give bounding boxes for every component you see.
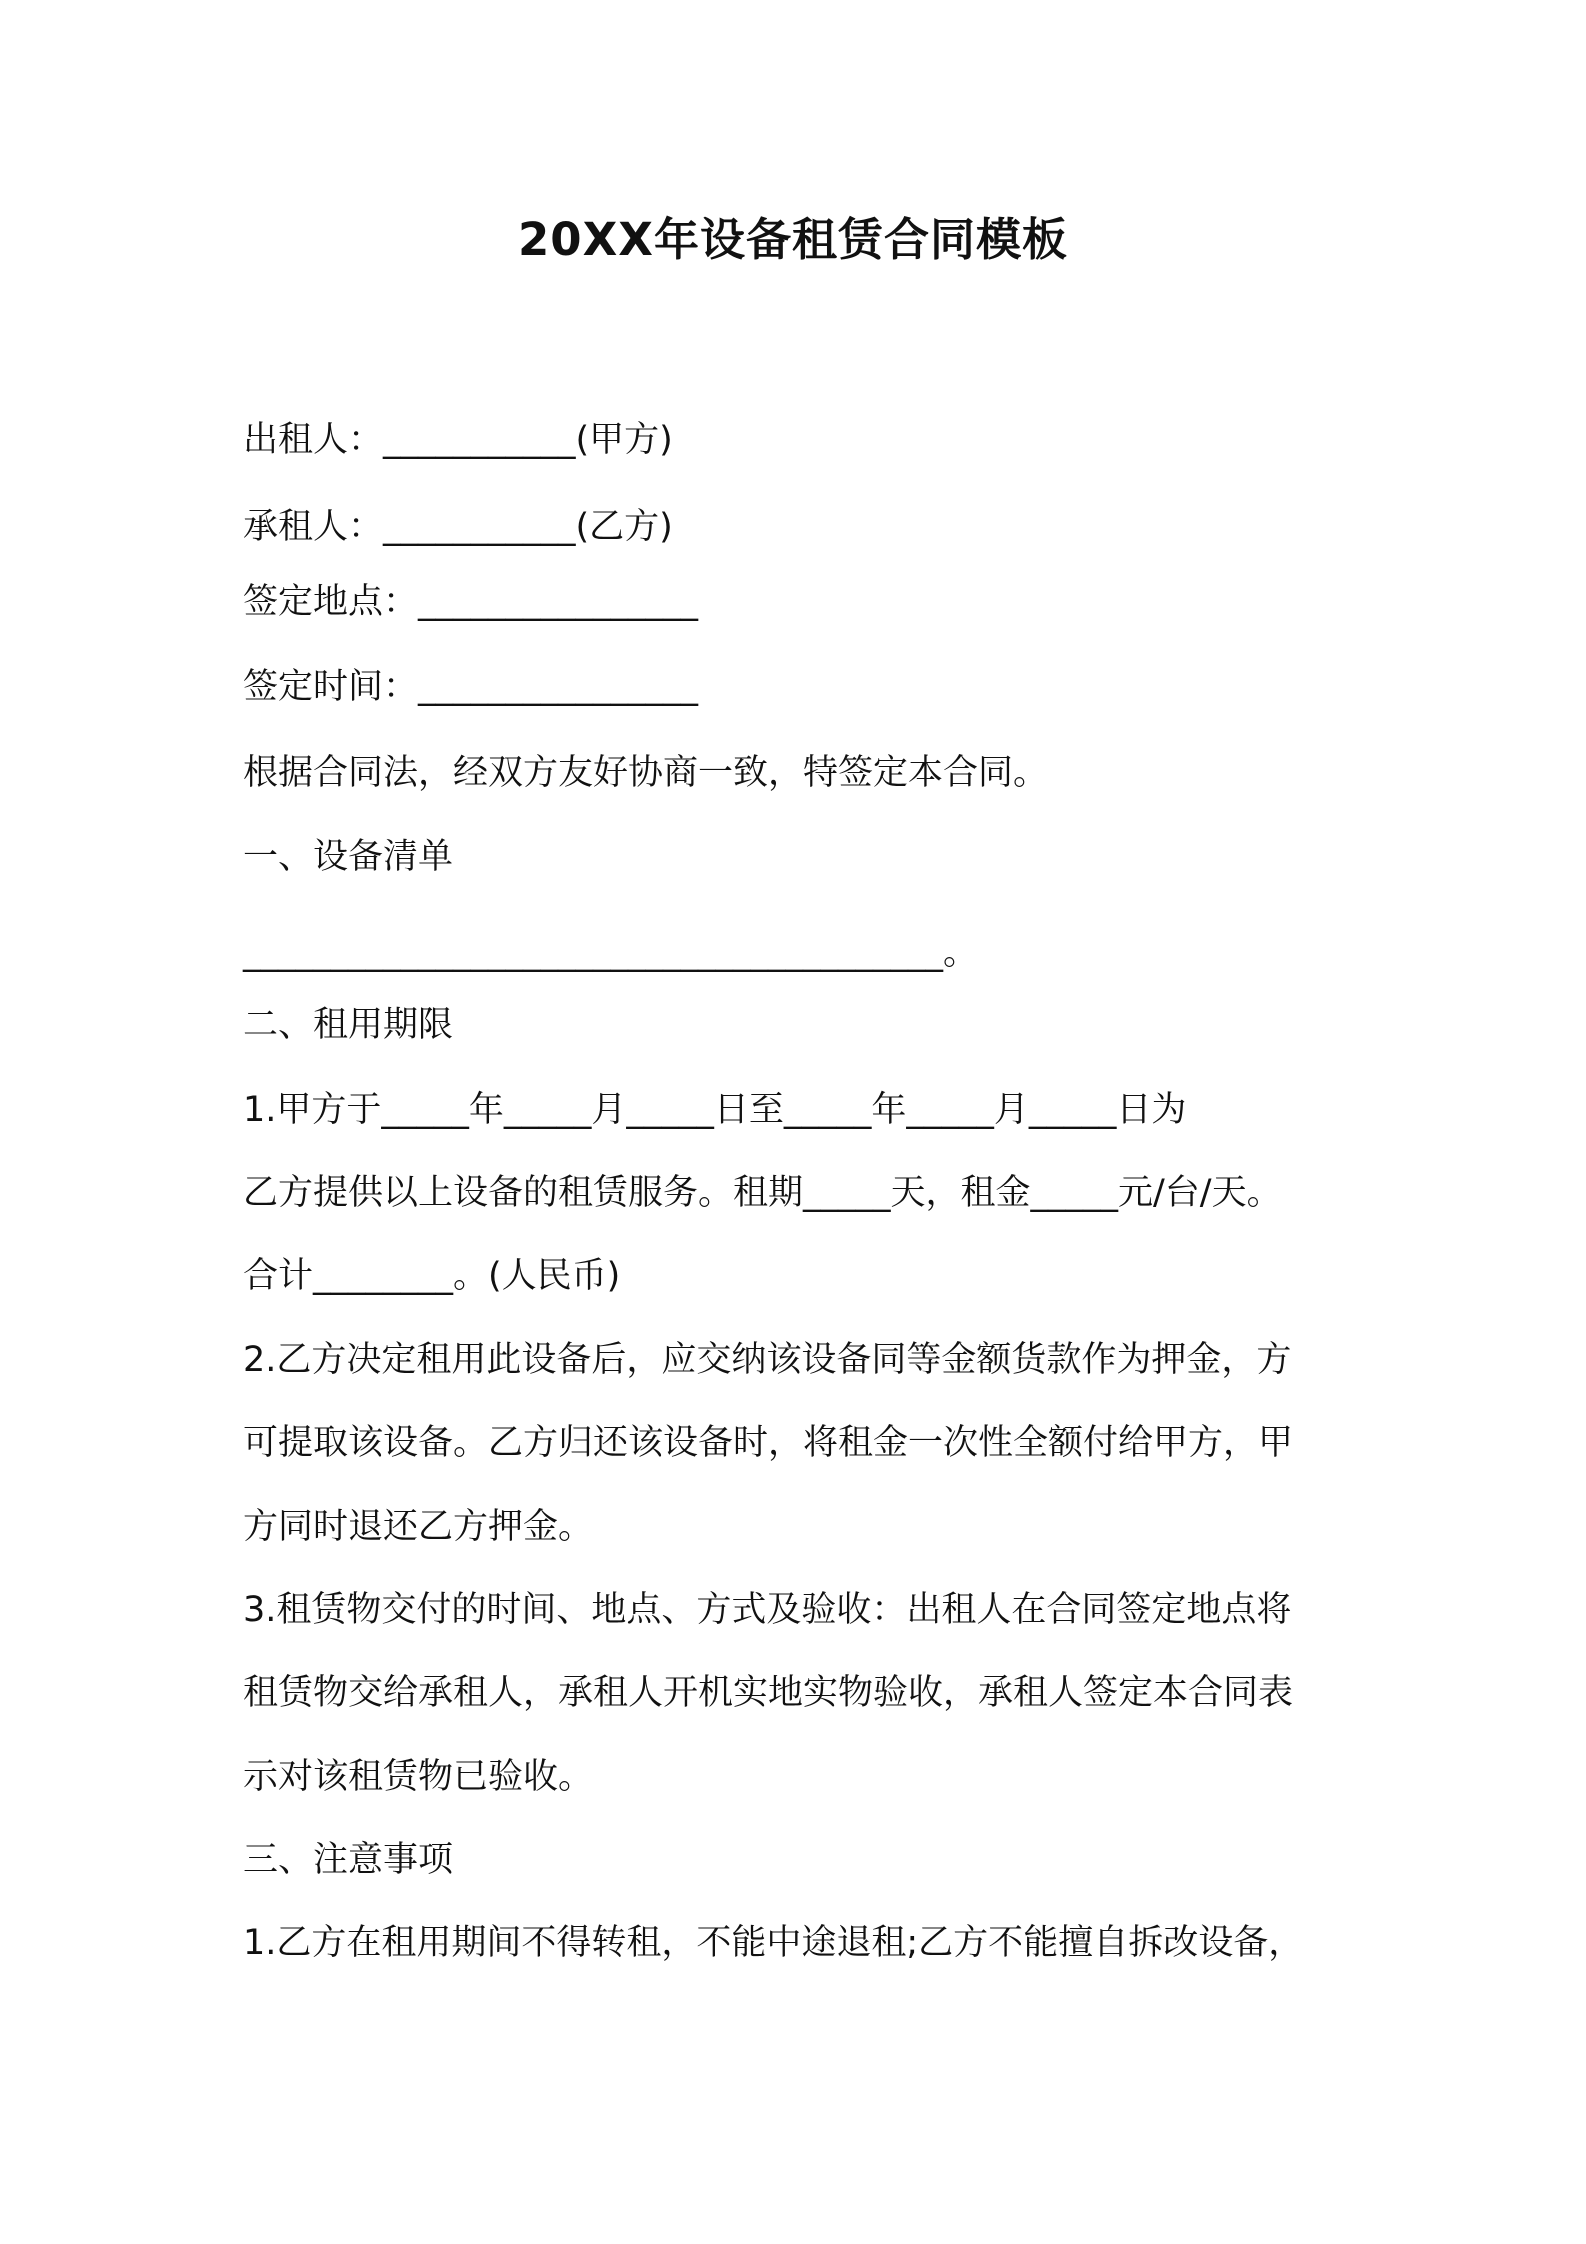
clause-2-3-line-1: 3.租赁物交付的时间、地点、方式及验收：出租人在合同签定地点将 [243, 1590, 1292, 1630]
clause-2-1-line-3: 合计________。(人民币) [243, 1256, 621, 1296]
section-heading-notes: 三、注意事项 [243, 1840, 454, 1880]
clause-2-2-line-2: 可提取该设备。乙方归还该设备时，将租金一次性全额付给甲方，甲 [243, 1423, 1294, 1463]
document-title: 20XX年设备租赁合同模板 [517, 213, 1068, 266]
signing-place-line: 签定地点：________________ [243, 582, 699, 622]
lessor-line: 出租人：___________(甲方) [243, 420, 673, 460]
clause-2-2-line-1: 2.乙方决定租用此设备后，应交纳该设备同等金额货款作为押金，方 [243, 1340, 1292, 1380]
clause-2-1-line-1: 1.甲方于_____年_____月_____日至_____年_____月_____日为 [243, 1090, 1187, 1130]
section-heading-equipment-list: 一、设备清单 [243, 837, 454, 877]
clause-2-1-line-2: 乙方提供以上设备的租赁服务。租期_____天，租金_____元/台/天。 [243, 1173, 1282, 1213]
preamble-paragraph: 根据合同法，经双方友好协商一致，特签定本合同。 [243, 753, 1049, 793]
clause-2-3-line-2: 租赁物交给承租人，承租人开机实地实物验收，承租人签定本合同表 [243, 1673, 1294, 1713]
equipment-list-blank: ________________________________________。 [243, 933, 979, 973]
clause-2-2-line-3: 方同时退还乙方押金。 [243, 1507, 594, 1547]
clause-2-3-line-3: 示对该租赁物已验收。 [243, 1757, 594, 1797]
clause-3-1-line-1: 1.乙方在租用期间不得转租，不能中途退租;乙方不能擅自拆改设备， [243, 1923, 1304, 1963]
lessee-line: 承租人：___________(乙方) [243, 507, 673, 547]
section-heading-rental-term: 二、租用期限 [243, 1005, 454, 1045]
signing-time-line: 签定时间：________________ [243, 667, 699, 707]
